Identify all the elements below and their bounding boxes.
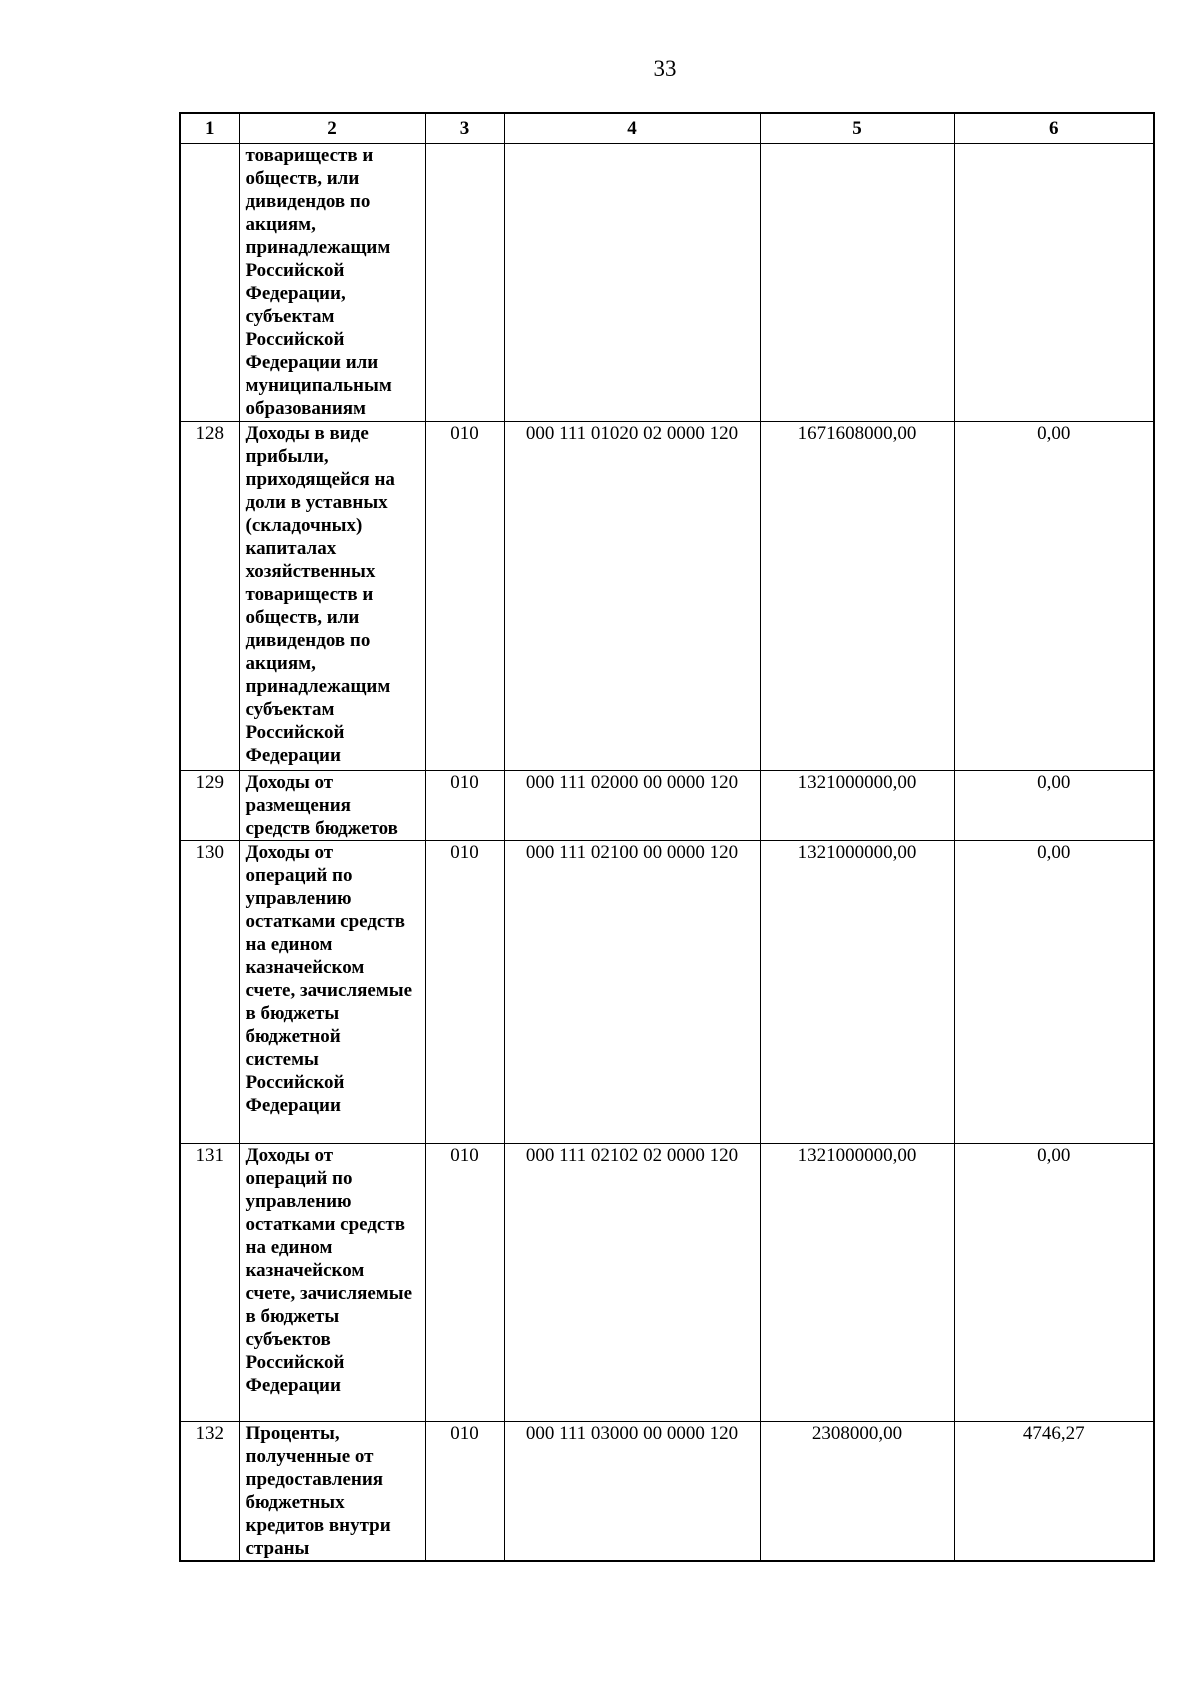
row-amount-6-cell: [954, 144, 1154, 422]
row-amount-5-cell: 1321000000,00: [760, 1144, 954, 1422]
row-kbk-cell: 000 111 02102 02 0000 120: [504, 1144, 760, 1422]
row-code-cell: 010: [425, 771, 504, 841]
table-header-row: [180, 113, 1154, 144]
row-kbk-cell: 000 111 02000 00 0000 120: [504, 771, 760, 841]
column-header: 4: [504, 113, 760, 144]
row-code-cell: [425, 144, 504, 422]
row-amount-6-cell: 0,00: [954, 1144, 1154, 1422]
revenue-table: [179, 112, 1155, 1562]
row-amount-5-cell: [760, 144, 954, 422]
table-row: [180, 771, 1154, 841]
row-kbk-cell: [504, 144, 760, 422]
row-amount-5-cell: 1671608000,00: [760, 422, 954, 771]
row-amount-6-cell: 0,00: [954, 771, 1154, 841]
row-number-cell: 129: [180, 771, 239, 841]
row-name-cell: Доходы от операций по управлению остатками средств на едином казначейском счете, зачисляемые в бюджеты бюджетной системы Российской Федерации: [239, 841, 425, 1144]
row-name-cell: Доходы от размещения средств бюджетов: [239, 771, 425, 841]
row-amount-5-cell: 1321000000,00: [760, 771, 954, 841]
row-amount-5-cell: 1321000000,00: [760, 841, 954, 1144]
table-row: [180, 1144, 1154, 1422]
table-row: [180, 1422, 1154, 1562]
row-name-cell: товариществ и обществ, или дивидендов по акциям, принадлежащим Российской Федерации, субъектам Российской Федерации или муниципальным образованиям: [239, 144, 425, 422]
row-number-cell: [180, 144, 239, 422]
row-name-cell: Доходы от операций по управлению остатками средств на едином казначейском счете, зачисляемые в бюджеты субъектов Российской Федерации: [239, 1144, 425, 1422]
row-amount-6-cell: 0,00: [954, 841, 1154, 1144]
row-code-cell: 010: [425, 1144, 504, 1422]
table-row: [180, 422, 1154, 771]
row-number-cell: 130: [180, 841, 239, 1144]
row-amount-6-cell: 0,00: [954, 422, 1154, 771]
column-header: 5: [760, 113, 954, 144]
table-row: [180, 144, 1154, 422]
row-number-cell: 132: [180, 1422, 239, 1562]
column-header: 1: [180, 113, 239, 144]
row-amount-6-cell: 4746,27: [954, 1422, 1154, 1562]
row-name-cell: Доходы в виде прибыли, приходящейся на доли в уставных (складочных) капиталах хозяйственных товариществ и обществ, или дивидендов по акциям, принадлежащим субъектам Российской Федерации: [239, 422, 425, 771]
row-kbk-cell: 000 111 03000 00 0000 120: [504, 1422, 760, 1562]
row-code-cell: 010: [425, 1422, 504, 1562]
row-code-cell: 010: [425, 422, 504, 771]
row-name-cell: Проценты, полученные от предоставления бюджетных кредитов внутри страны: [239, 1422, 425, 1562]
row-code-cell: 010: [425, 841, 504, 1144]
page-number: 33: [653, 56, 677, 81]
column-header: 3: [425, 113, 504, 144]
column-header: 6: [954, 113, 1154, 144]
row-number-cell: 128: [180, 422, 239, 771]
row-amount-5-cell: 2308000,00: [760, 1422, 954, 1562]
row-number-cell: 131: [180, 1144, 239, 1422]
table-row: [180, 841, 1154, 1144]
row-kbk-cell: 000 111 02100 00 0000 120: [504, 841, 760, 1144]
column-header: 2: [239, 113, 425, 144]
row-kbk-cell: 000 111 01020 02 0000 120: [504, 422, 760, 771]
